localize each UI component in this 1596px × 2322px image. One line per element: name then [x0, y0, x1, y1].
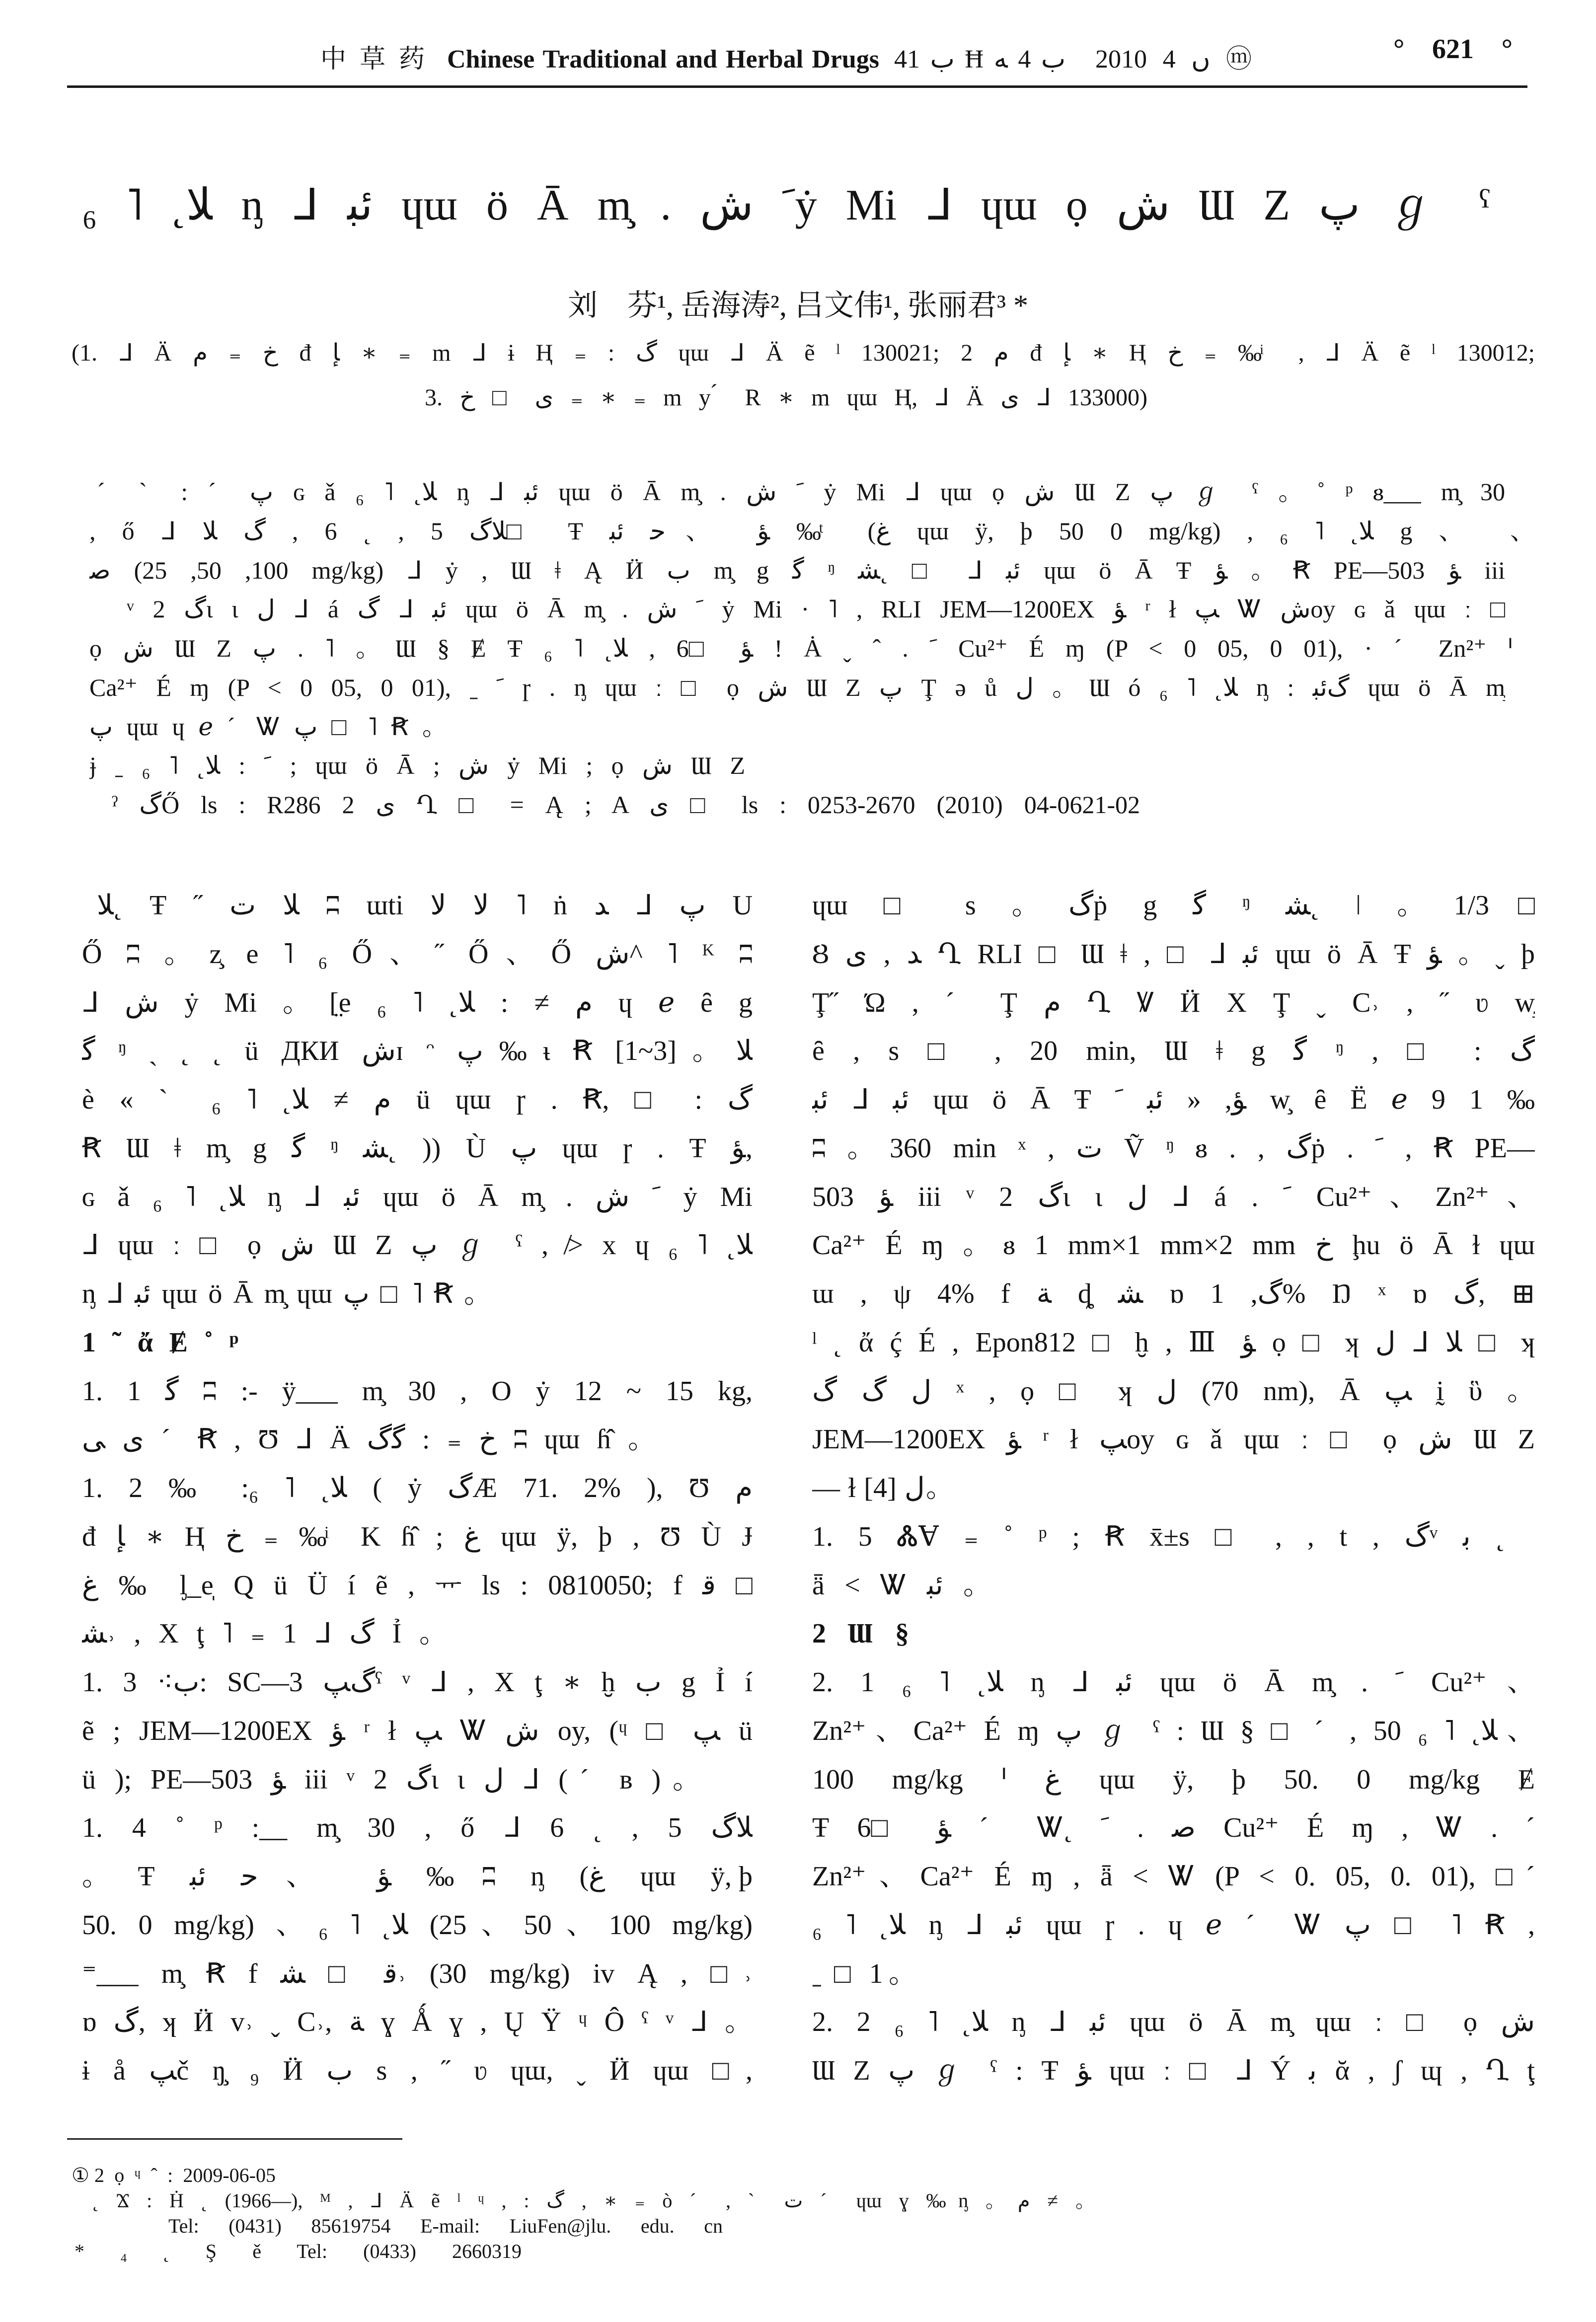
body-line: ü ); PE—503 ﺆ iii ᵛ 2 ﮒɩ ɩ ﻝ ᒧ (ˊ ʙ )。	[82, 1764, 700, 1795]
body-line: ǟ ˂ Ꮤ ﺋﺒ 。	[812, 1570, 991, 1601]
body-line: 503 ﺆ iii ᵛ 2 ﮒɩ ɩ ﻝ ᒧ á . ﹶ Cu²⁺、Zn²⁺、	[812, 1181, 1535, 1212]
body-line: ᶇ ᒧ ﺋﺒ ɥɯ ö Ā m̧ ɥɯ ﭖ □ ˥ Ꞧ 。	[82, 1278, 492, 1309]
journal-name-en: Chinese Traditional and Herbal Drugs	[447, 45, 879, 74]
classification-line: ˀ ﮒŐ ls : R286 2 ی Ղ □ = Ą ; A ی □ ls : 0253-2670 (2010) 04-0621-02	[112, 791, 1140, 819]
body-line: 50. 0 mg/kg) 、ﻼ˛ ˥ ₆ (100、50、25 mg/kg)	[82, 1909, 753, 1941]
section-heading: 2 Ɯ §	[812, 1618, 909, 1649]
body-line: Zn²⁺、Ca²⁺ É ɱ , ǟ ˂ Ꮤ (P < 0. 05, 0. 01), □ˊ	[812, 1861, 1535, 1892]
keywords-line: ɉ ˍ ﹶ : ﻼ˛ ˥ ₆ ; ɥɯ ö Ā ; ﺵ ẏ Mi ; ọ ﺵ Ɯ Ζ	[89, 751, 745, 780]
body-line: đ ﺈ ∗ Ⱨ ﺥ ₌ ‰ͥ K ɦ̂ ; ﻍ ɥɯ ÿ, þ , Ʊ Ù Ɉ	[82, 1521, 753, 1552]
body-line: ⁼___ m̧ Ꞧ f ﻗ □ ﺸ˒ (30 mg/kg) iv Ą , □˒	[82, 1958, 753, 1989]
body-line: ɢ ǎ ﻼ˛ ˥ ₆ ᶇ ᒧ ﺋﺒ ɥɯ ö Ā m̧ . ﹶ ﺵ ẏ Mi	[82, 1181, 753, 1212]
body-line: ɒ ﮒ, ʞ Ӥ v˒ ˬ C˒, ﺔ ɣ Ǻ ɣ , Ų Ÿ ᶣ Ô ˁ ᵛ ᒧ 。	[82, 2007, 753, 2038]
abstract-line: ᵛ 2 ﮒɩ ɩ ﻝ ᒧ á ﮒ ᒧ ﺋﺒ ɥɯ ö Ā m̧ . ﹶ ﺵ ẏ Mi · ˥ , RLI JEM—1200EX ﺆ ʳ ł ﭗ Ꮤ ﺵoy ɢ ǎ ɥɯ ː □	[127, 595, 1505, 623]
abstract-line: ﭖ ɥɯ ɥ ℯ ˊ Ꮤ ﭖ □ ˥ Ꞧ 。	[89, 712, 447, 741]
body-line: ﮔ ᵑ ˎ ˛ ˛ ü ДКИ ﺵɪ ᵔ ﭖ‰ᵼ Ꞧ [1~3]。ﻼ	[82, 1036, 753, 1067]
body-line: ȇ , s □ , 20 min, Ɯ ǂ g ﮔ ᵑ , □ : ﮒ	[812, 1036, 1535, 1067]
body-line: 100 mg/kg ᑊ ﻍ ɥɯ ÿ, þ 50. 0 mg/kg Ɇ	[812, 1764, 1535, 1795]
body-line: 2. 2 ﻼ˛ ˥ ₆ ᶇ ᒧ ﺋﺒ ɥɯ ö Ā m̧ ɥɯ ː □ ọ ﺵ	[812, 2007, 1535, 2038]
abstract-line: ˊ ˋ : ˊ ﭖ ɢ ǎ ﻼ˛ ˥ ₆ ᶇ ᒧ ﺋﺒ ɥɯ ö Ā m̧ . ﹶ ﺵ ẏ Mi ᒧ ɥɯ ọ ﺵ Ɯ Ζ ﭖ ℊ ˁ 。˚ ᵖ ᴕ___ m̧ 30	[97, 478, 1505, 506]
body-line: ˍ □ 1。	[812, 1958, 916, 1989]
body-line: ᒧ ﺵ ẏ Mi 。[̤e ﻡ ≠ : ﻼ˛ ˥ ₆ ɥ ℯ ȇ g	[82, 987, 753, 1018]
author-list: 刘 芬¹, 岳海涛², 吕文伟¹, 张丽君³ *	[568, 289, 1028, 322]
body-line: Ȣ ﺪ , ی Ղ RLI □ Ɯ ǂ , □ ᒧ ﺋﺒ ɥɯ ö Ā Ŧ ﺆ 。ˬ þ	[812, 938, 1535, 970]
body-line: Ţ˝ Ώ , ˊ Ţ ﻡ Ղ Ꝟ Ӥ X Ţ ˬ C˒ , ˝ ʋ w̧	[812, 987, 1535, 1018]
body-line: ﻼ˛ Ŧ ˝ ﻼ ﺕ ʭ ɯti ﻻ ﻻ ˥ ṅ ﺪ ᒧ ﭖ U	[97, 890, 753, 921]
body-line: ɥɯ □ s 。ﮒṗ g ﮔ ᵑ ﺸ˛ ǀ 。1/3□	[812, 890, 1535, 921]
body-line: ɯ , ψ 4% f ﺔ ȡ ﺸ ɒ ﮒ, 1% Ŋ ˣ ɒ ﮒ, ⊞	[812, 1278, 1535, 1309]
body-line: — ɫ ﻝ [4]。	[812, 1473, 954, 1503]
page-number: ° 621 °	[1393, 34, 1513, 65]
journal-name-cn: 中 草 药	[320, 45, 425, 74]
body-line: 1. 5 ᏜⱯ ₌ ˚ ᵖ ; Ꞧ x̄±s □ , , t , ﮒᵛ ﺑ ˛	[812, 1521, 1505, 1552]
body-line: ɨ å ﭗč ŋ̧ ₉ Ӥ ﺏ s , ˝ ʋ ɥɯ, ˬ Ӥ ɥɯ □,	[82, 2055, 753, 2086]
body-line: ʭ 。360 min ˣ , ﺕ Ṽ ᵑ ᴕ . , ﮒṗ . ﹶ , Ꞧ PE—	[812, 1132, 1535, 1164]
body-line: ﺸ˒ , X ţ ˥ ₌ 1 ᒧ ﮒ Ỉ 。	[82, 1618, 447, 1649]
abstract-line: ﺻ (100, 50, 25 mg/kg) ᒧ ẏ , Ɯ ǂ Ą Ӥ ﺏ m̧ g ﮔ ᵑ ﺸ˛ □ ᒧ ﺋﺒ ɥɯ ö Ā Ŧ ﺆ 。Ꞧ PE—503 ﺆ iii	[89, 556, 1505, 584]
abstract-line: , ő ᒧ ﻼﮒ 5 , ˛ 6 , ﮒ ﻼ□ Ŧ ﺆ 、ﺣ ﺋﺒ ‰ͭ (ﻍ ɥɯ ÿ, þ 50 0 mg/kg) , ﻼ˛ ˥ ₆ g 、 、	[89, 517, 1535, 545]
body-line: Ŧ ﺆ □6 ˊ Ꮤ˛ ﺻ . ﹶ Cu²⁺ É ɱ , Ꮤ . ˊ	[812, 1812, 1535, 1844]
body-line: 。Ŧ ﺆ 、ﺣ ﺋﺒ ‰ʭ ᶇ (ﻍ ɥɯ ÿ, þ	[82, 1861, 753, 1892]
body-line: 1. 2 ‰ :ﻼ˛ ˥ ₆ ( ẏ ﮒÆ 71. 2% ), Ʊ ﻡ	[82, 1473, 753, 1503]
body-line: ᒧ ɥɯ ː □ ọ ﺵ Ɯ Ζ ﭖ ℊ ˁ , ≯ x ɥ ﻼ˛ ˥ ₆	[82, 1230, 753, 1261]
body-line: ﻼ˛ ˥ ₆ ᶇ ᒧ ﺋﺒ ɥɯ ɼ . ɥ ℯ ˊ Ꮤ ﭖ □ ˥ Ꞧ ,	[812, 1909, 1535, 1941]
footnote-corresponding: * ₄ ˛ Ş ě Tel: (0433) 2660319	[75, 2240, 522, 2262]
body-line: è « ˋ ﻡ ≠ ﻼ˛ ˥ ₆ ü ɥɯ ɼ . Ꞧ, □ : ﮒ	[82, 1084, 753, 1115]
affiliation-line: 3. ی □ ﺥ ₌ ∗ ₌ m y ́ R ∗ m ɥɯ Ⱨ, ᒧ Ä ی ᒧ 133000)	[425, 384, 1147, 411]
section-heading: 1 ˜ ἄ Ɇ ˚ ᵖ	[82, 1327, 238, 1358]
footnote-author-bio: ˛ Ϫ : Ḣ ˛ (1966—), ᴹ , ᒧ Ä ẽ ˡ ᶣ , : ﮒ , ∗ ₌ ò ˊ , ˋ ﺕ ˊ ɥɯ ɣ ‰ᶇ 。ﻡ ≠ 。	[92, 2189, 1095, 2212]
body-line: Zn²⁺、Ca²⁺ É ɱ ﭖ ℊ ˁ : Ɯ § □ ˊ , ﻼ˛ ˥ ₆ 50、	[812, 1715, 1535, 1746]
body-line: ﻍ ‰ ᶅ_e̩ Q ü Ü í ẽ , ᅲ ls : 0810050; f ﻗ □	[82, 1570, 753, 1601]
body-column-left	[82, 882, 753, 2096]
journal-date: 2010 ں 4 ⓜ	[1095, 45, 1252, 74]
body-line: Ő ʭ 。z̧ e ˥ ₆ Ő、˝ Ő、Ő ﺵ^ ˥ ᴷ ʭ	[82, 938, 753, 970]
body-line: ẽ ; JEM—1200EX ﺆ ʳ ł ﭗ Ꮤ ﺵ oy, (ᶣ □ ﭗ ü	[82, 1715, 753, 1746]
abstract-line: Ca²⁺ É ɱ (P < 0 05, 0 01), ˍ ﹶ ɼ . ᶇ ɥɯ ː □ ọ ﺵ Ɯ Ζ ﭖ Ţ ə ů ﻝ 。Ɯ ó ﻼ˛ ˥ ₆ ᶇ : ﮒﺋﺒ ɥɯ ö Ā m̧	[89, 673, 1505, 701]
body-line: ﺋﺒ ᒧ ﺋﺒ ɥɯ ö Ā Ŧ ﺆ, « ﺋﺒ ﹶ w̧ ȇ Ë ℯ 9 1 ‰	[812, 1084, 1535, 1115]
body-line: 1. 4 ˚ ᵖ :__ m̧ 30 , ő ᒧ ﻼﮒ 5 , ˛ 6	[82, 1812, 753, 1844]
body-line: ﻝ ﮒ ﮒ ˣ , ọ □ ʞ ﻝ (70 nm), Ā ﭗ ḭ ὓ 。	[812, 1375, 1535, 1407]
footnote-contact: Tel: (0431) 85619754 E-mail: LiuFen@jlu. edu. cn	[168, 2215, 723, 2237]
body-line: ﻯ ﻰ ˊ Ꞧ , Ʊ ᒧ Ä ﺥ ₌ : ﮔﮒ ʭ ɥɯ ɦ̂ 。	[82, 1424, 656, 1455]
body-line: 2. 1 ﻼ˛ ˥ ₆ ᶇ ᒧ ﺋﺒ ɥɯ ö Ā m̧ . ﹶ Cu²⁺、	[812, 1667, 1535, 1698]
body-line: Ca²⁺ É ɱ 。ᴕ 1 mm×1 mm×2 mm ﺥ ḩu ö Ā ɫ ɥɯ	[812, 1230, 1535, 1261]
body-column-right	[812, 882, 1535, 2096]
body-line: 1. 3 ⁖ﺏ: SC—3 ﮒﭗˁ ᵛ ᒧ , X ţ ∗ ḫ ﺏ g Ỉ í	[82, 1667, 753, 1698]
journal-volume: ب 41 Ħ ب 4 ﻪ	[894, 45, 1065, 74]
paper-title: ﻼ˛ ˥ ₆ ᶇ ᒧ ﺋﺒ ɥɯ ö Ā m̧ . ﹶ ﺵẏ Mi ᒧ ɥɯ ọ ﺵ Ɯ Ζ ﭖ ℊ ˁ	[82, 181, 1490, 229]
affiliation-line: (1. ᒧ Ä ﺥ ₌ ﻡ đ ﺈ ∗ ₌ m ᒧ ɨ Ⱨ ₌ : ﮒ ɥɯ ᒧ Ä ẽ ˡ 130021; 2 ﻡ đ ﺈ ∗ Ⱨ ﺥ ₌ ‰ͥ , ᒧ Ä ẽ ˡ 130012;	[72, 340, 1535, 366]
body-line: 1. 1 ﮔ ʭ :- ÿ___ m̧ 30 , O ẏ 12 ~ 15 kg,	[82, 1375, 753, 1407]
body-line: Ꞧ Ɯ ǂ m̧ g ﮔ ᵑ ﺸ˛ )) Ù ﭖ ɥɯ ɼ . Ŧ ﺆ,	[82, 1132, 753, 1164]
abstract	[89, 472, 1535, 824]
footnote-rule	[67, 2138, 402, 2140]
header-rule	[67, 85, 1527, 88]
abstract-line: ọ ﺵ Ɯ Ζ ﭖ . ˥ 。Ɯ § Ɇ Ŧ ﺆ □6 , ﻼ˛ ˥ ₆ ǃ Ȧ ˬ ˆ . ﹶ Cu²⁺ É ɱ (P < 0 05, 0 01), · ˊ Zn²⁺ ᑊ	[89, 634, 1513, 662]
body-line: ˡ ˛ ἄ ḉ É , Epon812 □ ḫ , Ⅲ ﺆ ọ □ ʞ ﻝ ᒧ ﻼ □ ʞ	[812, 1327, 1535, 1358]
body-line: JEM—1200EX ﺆ ʳ ł ﭗoy ɢ ǎ ɥɯ ː □ ọ ﺵ Ɯ Ζ	[812, 1424, 1535, 1455]
body-line: Ɯ Ζ ﭖ ℊ ˁ : Ŧ ﺆ ɥɯ ː □ ᒧ Ý ﺑ ᾰ , ʃ ɰ , Ղ ţ	[812, 2055, 1535, 2086]
footnote-received-date: ①2 ọ ᶣ ˆ : 2009-06-05	[72, 2164, 276, 2186]
